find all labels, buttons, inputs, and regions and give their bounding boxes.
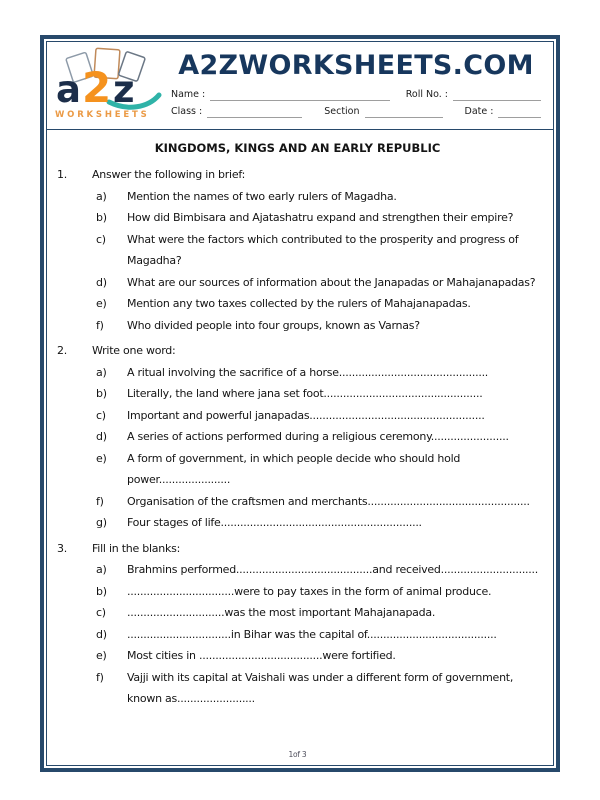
- item-letter: d): [96, 627, 107, 641]
- item-letter: b): [96, 584, 107, 598]
- section-label: Section: [324, 105, 360, 117]
- question-heading: Answer the following in brief:: [92, 168, 246, 181]
- name-label: Name :: [171, 88, 206, 100]
- question-item: [50, 645, 545, 667]
- question-item: [50, 667, 545, 710]
- header-fields-row-2: [171, 106, 541, 118]
- date-label: Date :: [464, 105, 494, 117]
- date-blank-line: [498, 107, 541, 118]
- item-letter: e): [96, 451, 107, 465]
- site-title: A2ZWORKSHEETS.COM: [178, 50, 534, 82]
- item-text: Important and powerful janapadas......................................................: [127, 408, 485, 422]
- question-item: [50, 383, 545, 405]
- item-text: A ritual involving the sacrifice of a horse..............................................: [127, 365, 489, 379]
- item-letter: g): [96, 516, 107, 529]
- item-text: A form of government, in which people decide who should hold power......................: [127, 451, 461, 486]
- item-text: A series of actions performed during a religious ceremony........................: [127, 430, 509, 443]
- item-letter: b): [96, 211, 107, 224]
- item-text: Vajji with its capital at Vaishali was under a different form of government, known as........................: [127, 670, 514, 705]
- worksheet-page: [46, 41, 554, 766]
- item-letter: a): [96, 365, 107, 379]
- class-blank-line: [207, 107, 302, 118]
- question-block: [50, 336, 545, 534]
- page-indicator: 1of 3: [288, 750, 307, 759]
- logo-letter-z: z: [113, 68, 135, 111]
- question-item: [50, 602, 545, 624]
- header: [47, 42, 553, 130]
- item-letter: c): [96, 606, 106, 619]
- question-number: 3.: [57, 541, 67, 555]
- item-text: Brahmins performed..........................................and received..............................: [127, 563, 539, 576]
- item-letter: a): [96, 189, 107, 203]
- logo-letter-a: a: [56, 68, 81, 111]
- item-letter: f): [96, 670, 104, 684]
- question-item: [50, 559, 545, 581]
- question-item: [50, 315, 545, 337]
- item-text: How did Bimbisara and Ajatashatru expand and strengthen their empire?: [127, 211, 514, 224]
- item-letter: e): [96, 297, 107, 310]
- section-blank-line: [365, 107, 443, 118]
- question-item: [50, 293, 545, 315]
- question-number: 1.: [57, 168, 67, 181]
- question-item: [50, 491, 545, 513]
- item-text: .................................were to pay taxes in the form of animal produce.: [127, 584, 492, 598]
- item-text: Mention the names of two early rulers of Magadha.: [127, 189, 397, 203]
- header-right: [171, 52, 541, 117]
- question-block: [50, 160, 545, 336]
- question-number: 2.: [57, 344, 67, 357]
- question-item: [50, 207, 545, 229]
- question-item: [50, 581, 545, 603]
- worksheet-body: [47, 130, 553, 765]
- logo-a2z-text: [56, 63, 135, 112]
- worksheet-page-border: [40, 35, 560, 772]
- question-item: [50, 512, 545, 534]
- name-blank-line: [210, 90, 389, 101]
- header-fields-row-1: [171, 89, 541, 101]
- question-item: [50, 272, 545, 294]
- item-letter: e): [96, 649, 107, 662]
- a2z-logo: [53, 46, 171, 124]
- item-letter: f): [96, 494, 104, 508]
- item-letter: c): [96, 408, 106, 422]
- item-letter: c): [96, 232, 106, 246]
- item-text: What are our sources of information about the Janapadas or Mahajanapadas?: [127, 275, 536, 289]
- worksheet-title: KINGDOMS, KINGS AND AN EARLY REPUBLIC: [154, 141, 441, 155]
- item-letter: d): [96, 430, 107, 443]
- item-text: Mention any two taxes collected by the rulers of Mahajanapadas.: [127, 297, 471, 310]
- item-text: Organisation of the craftsmen and merchants..................................................: [127, 494, 530, 508]
- item-text: ..............................was the most important Mahajanapada.: [127, 606, 436, 619]
- roll-blank-line: [453, 90, 541, 101]
- item-text: Four stages of life..............................................................: [127, 516, 422, 529]
- logo-subtitle: WORKSHEETS: [55, 110, 150, 120]
- item-text: Literally, the land where jana set foot.................................................: [127, 387, 483, 400]
- item-text: Most cities in ......................................were fortified.: [127, 649, 396, 662]
- question-heading: Write one word:: [92, 344, 176, 357]
- item-letter: d): [96, 275, 107, 289]
- item-letter: f): [96, 318, 104, 332]
- item-text: What were the factors which contributed to the prosperity and progress of Magadha?: [127, 232, 519, 267]
- question-item: [50, 624, 545, 646]
- question-item: [50, 186, 545, 208]
- logo-digit-2: 2: [82, 63, 112, 112]
- item-text: ................................in Bihar was the capital of........................................: [127, 627, 497, 641]
- question-item: [50, 405, 545, 427]
- question-item: [50, 362, 545, 384]
- roll-label: Roll No. :: [405, 88, 448, 100]
- class-label: Class :: [171, 105, 203, 117]
- question-item: [50, 229, 545, 272]
- question-item: [50, 426, 545, 448]
- item-letter: a): [96, 563, 107, 576]
- item-letter: b): [96, 387, 107, 400]
- item-text: Who divided people into four groups, known as Varnas?: [127, 318, 420, 332]
- question-item: [50, 448, 545, 491]
- question-heading: Fill in the blanks:: [92, 541, 181, 555]
- question-block: [50, 534, 545, 710]
